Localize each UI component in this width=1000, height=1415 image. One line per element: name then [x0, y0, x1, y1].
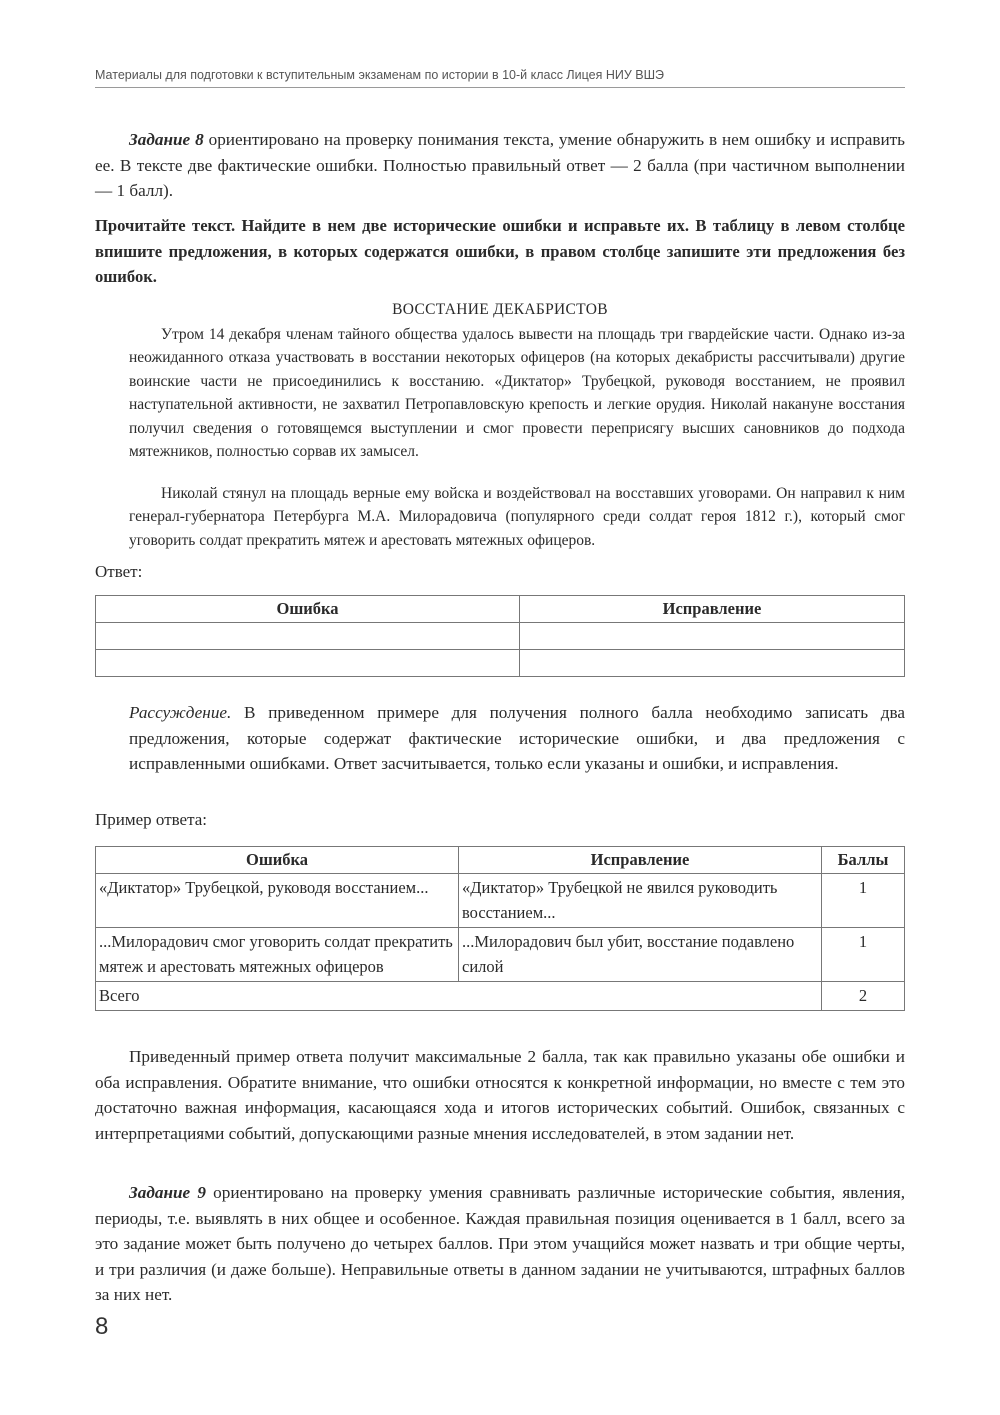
answer-col-fix: Исправление: [520, 596, 905, 623]
example-fix-cell: «Диктатор» Трубецкой не явился руководить восстанием...: [459, 874, 822, 928]
task9-text: ориентировано на проверку умения сравнивать различные исторические события, явления, периоды, т.е. выявлять в них общее и особенное. Каждая правильная позиция оценивается в 1 балл, всего за это задание может быть получено до четырех баллов. При этом учащийся может назвать и три общие черты, и три различия (и даже больше). Неправильные ответы в данном задании не учитываются, штрафных баллов за них нет.: [95, 1183, 905, 1304]
story-paragraph-2: Николай стянул на площадь верные ему войска и воздействовал на восставших уговорами. Он направил к ним генерал-губернатора Петербурга М.А. Милорадовича (популярного среди солдат героя 1812 г.), который смог уговорить солдат прекратить мятеж и арестовать мятежных офицеров.: [129, 485, 905, 549]
answer-cell-error[interactable]: [96, 623, 520, 650]
example-total-score: 2: [822, 982, 905, 1011]
example-error-cell: ...Милорадович смог уговорить солдат прекратить мятеж и арестовать мятежных офицеров: [96, 928, 459, 982]
example-label: Пример ответа:: [95, 810, 208, 829]
task8-paragraph: [95, 127, 905, 204]
answer-cell-fix[interactable]: [520, 650, 905, 677]
example-score-cell: 1: [822, 874, 905, 928]
answer-cell-fix[interactable]: [520, 623, 905, 650]
story-title: ВОССТАНИЕ ДЕКАБРИСТОВ: [392, 301, 608, 318]
answer-table-header: [96, 596, 905, 623]
task9-paragraph: [95, 1180, 905, 1308]
reasoning-label: Рассуждение.: [129, 703, 232, 722]
example-total-label: Всего: [96, 982, 822, 1011]
task8-label: Задание 8: [129, 130, 204, 149]
answer-cell-error[interactable]: [96, 650, 520, 677]
reasoning-paragraph: [129, 700, 905, 777]
example-error-cell: «Диктатор» Трубецкой, руководя восстанием...: [96, 874, 459, 928]
answer-row: [96, 650, 905, 677]
answer-table: [95, 595, 905, 677]
example-col-error: Ошибка: [96, 847, 459, 874]
example-table-header: [96, 847, 905, 874]
example-fix-cell: ...Милорадович был убит, восстание подавлено силой: [459, 928, 822, 982]
story-paragraph-1: Утром 14 декабря членам тайного общества удалось вывести на площадь три гвардейские части. Однако из-за неожиданного отказа участвовать в восстании некоторых офицеров (на которых декабристы рассчитывали) другие воинские части не присоединились к восстанию. «Диктатор» Трубецкой, руководя восстанием, не проявил наступательной активности, не захватил Петропавловскую крепость и легкие орудия. Николай накануне восстания получил сведения о готовящемся выступлении и смог провести переприсягу высших сановников до подхода мятежников, полностью сорвав их замысел.: [129, 326, 905, 461]
example-total-row: [96, 982, 905, 1011]
conclusion-paragraph: Приведенный пример ответа получит максимальные 2 балла, так как правильно указаны обе ошибки и оба исправления. Обратите внимание, что ошибки относятся к конкретной информации, но вместе с тем это достаточно важная информация, касающаяся хода и итогов исторических событий. Ошибок, связанных с интерпретациями событий, допускающими разные мнения исследователей, в этом задании нет.: [95, 1047, 905, 1143]
example-col-score: Баллы: [822, 847, 905, 874]
page-number: 8: [95, 1313, 109, 1340]
task9-label: Задание 9: [129, 1183, 206, 1202]
answer-label: Ответ:: [95, 562, 143, 581]
task8-text: ориентировано на проверку понимания текста, умение обнаружить в нем ошибку и исправить ее. В тексте две фактические ошибки. Полностью правильный ответ — 2 балла (при частичном выполнении — 1 балл).: [95, 130, 905, 200]
example-row: [96, 874, 905, 928]
header-divider: [95, 87, 905, 88]
answer-row: [96, 623, 905, 650]
running-header: Материалы для подготовки к вступительным экзаменам по истории в 10-й класс Лицея НИУ ВШЭ: [95, 68, 665, 82]
instruction: Прочитайте текст. Найдите в нем две исторические ошибки и исправьте их. В таблицу в левом столбце впишите предложения, в которых содержатся ошибки, в правом столбце запишите эти предложения без ошибок.: [95, 216, 905, 286]
example-score-cell: 1: [822, 928, 905, 982]
example-row: [96, 928, 905, 982]
example-table: [95, 846, 905, 1011]
answer-col-error: Ошибка: [96, 596, 520, 623]
example-col-fix: Исправление: [459, 847, 822, 874]
reasoning-text: В приведенном примере для получения полного балла необходимо записать два предложения, которые содержат фактические исторические ошибки, и два предложения с исправленными ошибками. Ответ засчитывается, только если указаны и ошибки, и исправления.: [129, 703, 905, 773]
